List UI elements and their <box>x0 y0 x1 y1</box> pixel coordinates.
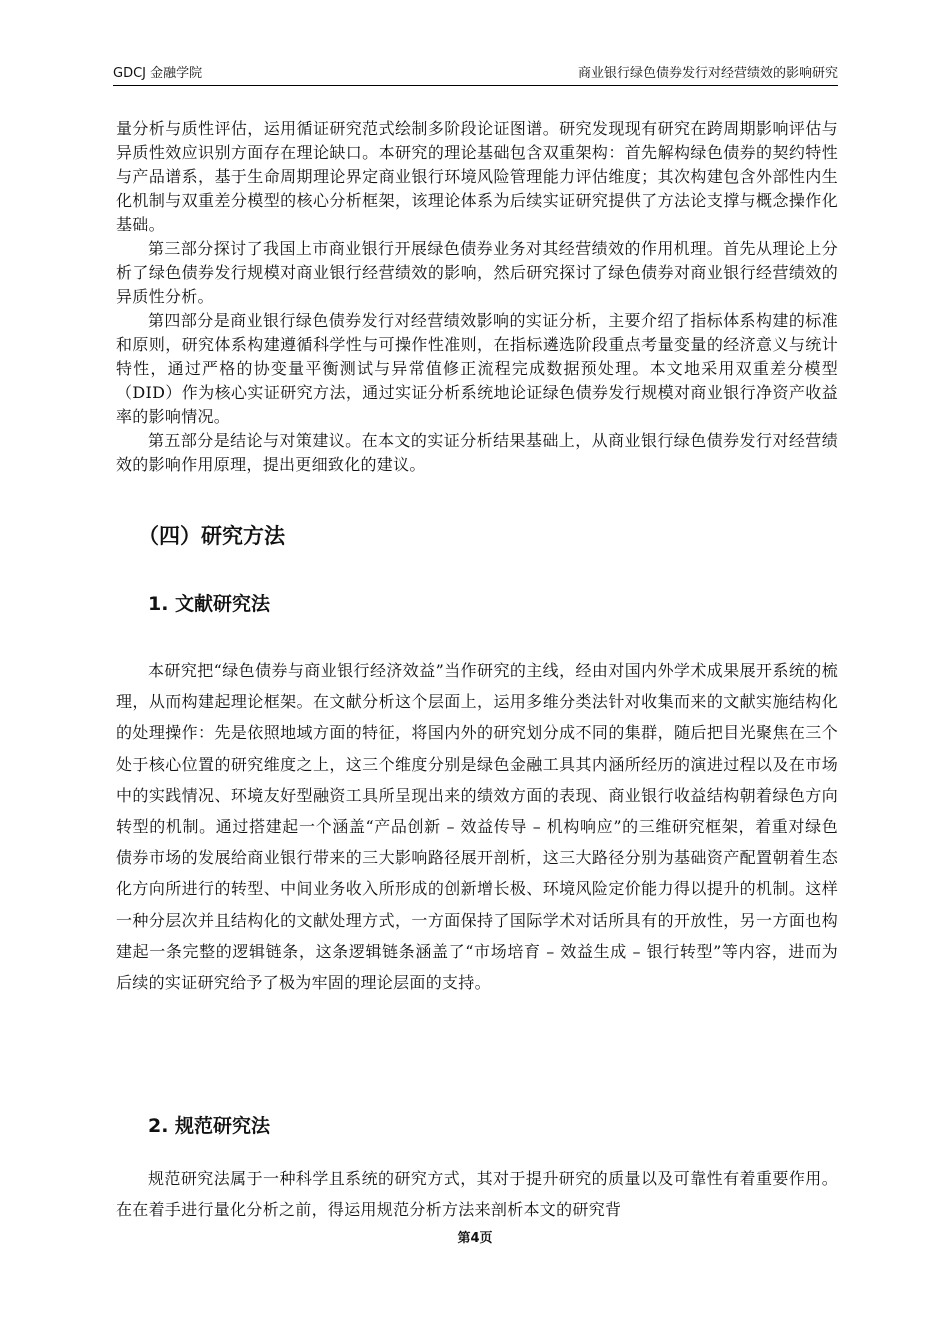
header-thesis-title: 商业银行绿色债券发行对经营绩效的影响研究 <box>577 66 838 81</box>
section-heading: （四）研究方法 <box>138 524 285 548</box>
running-header <box>113 62 838 86</box>
page-number: 第4页 <box>457 1231 493 1246</box>
body-paragraph: 规范研究法属于一种科学且系统的研究方式，其对于提升研究的质量以及可靠性有着重要作用。在在着手进行量化分析之前，得运用规范分析方法来剖析本文的研究背 <box>116 1169 838 1220</box>
header-institution: GDCJ 金融学院 <box>113 66 203 81</box>
subsection-text-block <box>116 655 838 998</box>
body-paragraph: 本研究把“绿色债券与商业银行经济效益”当作研究的主线，经由对国内外学术成果展开系统的梳理，从而构建起理论框架。在文献分析这个层面上，运用多维分类法针对收集而来的文献实施结构化的处理操作：先是依照地域方面的特征，将国内外的研究划分成不同的集群，随后把目光聚焦在三个处于核心位置的研究维度之上，这三个维度分别是绿色金融工具其内涵所经历的演进过程以及在市场中的实践情况、环境友好型融资工具所呈现出来的绩效方面的表现、商业银行收益结构朝着绿色方向转型的机制。通过搭建起一个涵盖“产品创新 – 效益传导 – 机构响应”的三维研究框架，着重对绿色债券市场的发展给商业银行带来的三大影响路径展开剖析，这三大路径分别为基础资产配置朝着生态化方向所进行的转型、中间业务收入所形成的创新增长极、环境风险定价能力得以提升的机制。这样一种分层次并且结构化的文献处理方式，一方面保持了国际学术对话所具有的开放性，另一方面也构建起一条完整的逻辑链条，这条逻辑链条涵盖了“市场培育 – 效益生成 – 银行转型”等内容，进而为后续的实证研究给予了极为牢固的理论层面的支持。 <box>116 661 838 993</box>
body-paragraph: 第五部分是结论与对策建议。在本文的实证分析结果基础上，从商业银行绿色债券发行对经营绩效的影响作用原理，提出更细致化的建议。 <box>116 431 838 474</box>
subsection-heading: 1. 文献研究法 <box>148 593 271 615</box>
subsection-text-block <box>116 1163 838 1225</box>
subsection-heading: 2. 规范研究法 <box>148 1115 271 1137</box>
body-paragraph: 第四部分是商业银行绿色债券发行对经营绩效影响的实证分析，主要介绍了指标体系构建的标准和原则，研究体系构建遵循科学性与可操作性准则，在指标遴选阶段重点考量变量的经济意义与统计特性，通过严格的协变量平衡测试与异常值修正流程完成数据预处理。本文地采用双重差分模型（DID）作为核心实证研究方法，通过实证分析系统地论证绿色债券发行规模对商业银行净资产收益率的影响情况。 <box>116 311 838 426</box>
body-paragraph: 第三部分探讨了我国上市商业银行开展绿色债券业务对其经营绩效的作用机理。首先从理论上分析了绿色债券发行规模对商业银行经营绩效的影响，然后研究探讨了绿色债券对商业银行经营绩效的异质性分析。 <box>116 239 838 306</box>
header-rule <box>113 85 838 86</box>
intro-text-block <box>116 117 838 477</box>
body-paragraph: 量分析与质性评估，运用循证研究范式绘制多阶段论证图谱。研究发现现有研究在跨周期影响评估与异质性效应识别方面存在理论缺口。本研究的理论基础包含双重架构：首先解构绿色债券的契约特性与产品谱系，基于生命周期理论界定商业银行环境风险管理能力评估维度；其次构建包含外部性内生化机制与双重差分模型的核心分析框架，该理论体系为后续实证研究提供了方法论支撑与概念操作化基础。 <box>116 119 838 234</box>
